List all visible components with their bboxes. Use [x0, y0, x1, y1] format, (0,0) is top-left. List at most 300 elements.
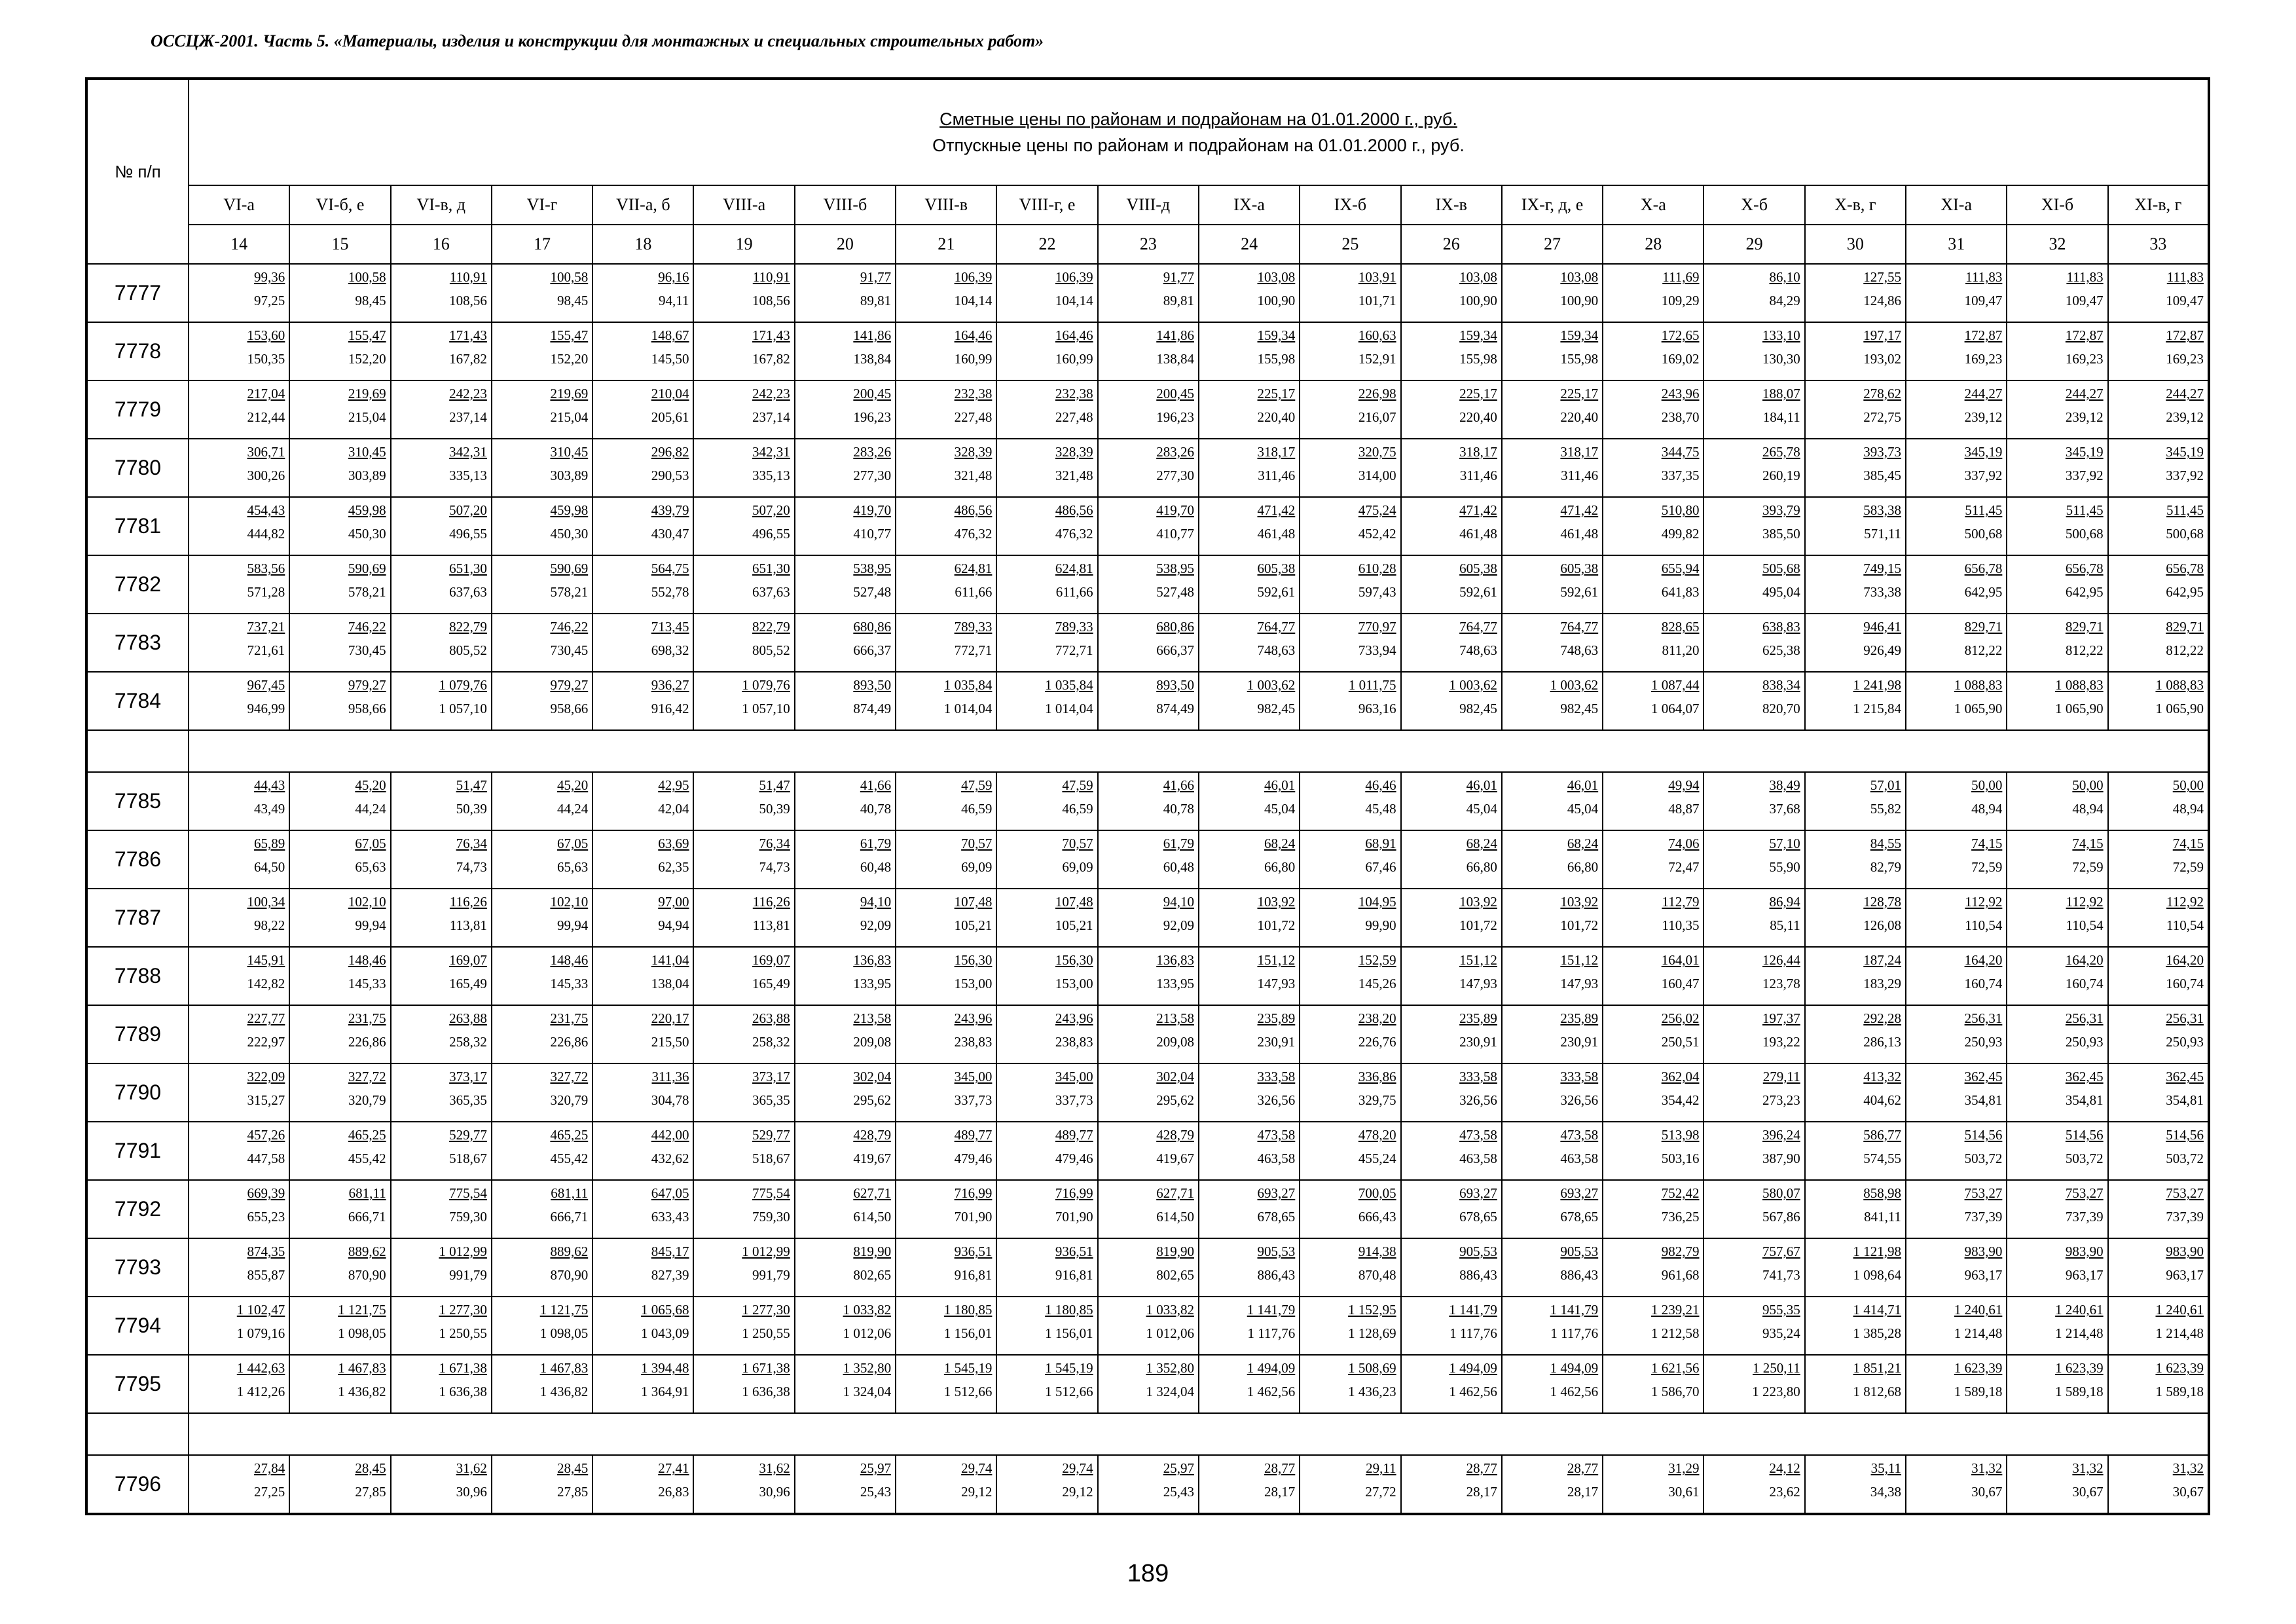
release-price: 1 012,06 [1146, 1325, 1194, 1341]
release-price: 461,48 [1560, 526, 1599, 542]
estimated-price: 320,75 [1358, 444, 1396, 460]
estimated-price: 47,59 [961, 777, 993, 793]
estimated-price: 128,78 [1863, 894, 1902, 910]
release-price: 98,45 [556, 293, 589, 308]
table-row [86, 1297, 2209, 1355]
release-price: 946,99 [247, 701, 285, 716]
price-cell [1704, 1180, 1804, 1238]
price-cell [1805, 439, 1906, 497]
estimated-price: 31,32 [1971, 1460, 2003, 1476]
release-price: 222,97 [247, 1034, 285, 1050]
price-cell [2007, 497, 2107, 555]
release-price: 286,13 [1863, 1034, 1902, 1050]
estimated-price: 302,04 [1156, 1069, 1194, 1084]
release-price: 1 098,64 [1853, 1267, 1902, 1283]
region-header: VIII-а [693, 185, 794, 225]
estimated-price: 29,74 [1062, 1460, 1093, 1476]
price-cell [1300, 830, 1400, 889]
price-cell [1300, 1455, 1400, 1514]
release-price: 85,11 [1770, 917, 1800, 933]
release-price: 337,73 [1055, 1092, 1093, 1108]
estimated-price: 27,41 [658, 1460, 689, 1476]
price-cell [1805, 1455, 1906, 1514]
estimated-price: 471,42 [1560, 502, 1599, 518]
release-price: 812,22 [1964, 642, 2003, 658]
release-price: 1 057,10 [439, 701, 487, 716]
estimated-price: 511,45 [2066, 502, 2104, 518]
estimated-price: 1 088,83 [2055, 677, 2104, 693]
release-price: 886,43 [1560, 1267, 1599, 1283]
table-row [86, 1455, 2209, 1514]
price-cell [1300, 264, 1400, 322]
estimated-price: 1 035,84 [1045, 677, 1093, 693]
estimated-price: 345,19 [2065, 444, 2104, 460]
price-cell [1805, 889, 1906, 947]
release-price: 578,21 [550, 584, 589, 600]
price-cell [1906, 1063, 2007, 1122]
price-cell [1098, 555, 1199, 614]
estimated-price: 171,43 [449, 327, 487, 343]
estimated-price: 263,88 [752, 1010, 790, 1026]
release-price: 701,90 [954, 1209, 993, 1225]
price-cell [289, 947, 390, 1005]
release-price: 450,30 [550, 526, 589, 542]
release-price: 45,48 [1365, 801, 1396, 817]
release-price: 571,11 [1864, 526, 1902, 542]
price-cell [391, 772, 492, 830]
estimated-price: 333,58 [1560, 1069, 1599, 1084]
price-cell [1300, 1063, 1400, 1122]
table-body [86, 264, 2209, 1514]
price-cell [1906, 1122, 2007, 1180]
price-cell [592, 322, 693, 380]
estimated-price: 362,45 [1964, 1069, 2003, 1084]
release-price: 30,61 [1668, 1484, 1700, 1500]
column-number: 19 [693, 225, 794, 264]
price-cell [1906, 555, 2007, 614]
estimated-price: 25,97 [1163, 1460, 1194, 1476]
price-cell [1199, 1297, 1300, 1355]
release-price: 354,42 [1661, 1092, 1700, 1108]
estimated-price: 889,62 [348, 1244, 386, 1259]
release-price: 870,90 [550, 1267, 589, 1283]
price-cell [1502, 1122, 1603, 1180]
price-cell [1300, 322, 1400, 380]
estimated-price: 507,20 [752, 502, 790, 518]
estimated-price: 243,96 [1055, 1010, 1093, 1026]
row-id: 7792 [86, 1180, 189, 1238]
price-cell [1805, 1238, 1906, 1297]
price-cell [189, 1238, 289, 1297]
release-price: 45,04 [1264, 801, 1296, 817]
release-price: 335,13 [752, 468, 790, 483]
price-cell [1401, 1355, 1502, 1413]
release-price: 926,49 [1863, 642, 1902, 658]
estimated-price: 1 671,38 [439, 1360, 487, 1376]
price-cell [795, 614, 896, 672]
price-cell [1603, 672, 1704, 730]
price-cell [1199, 1238, 1300, 1297]
price-cell [492, 772, 592, 830]
estimated-price: 219,69 [550, 386, 589, 401]
release-price: 184,11 [1762, 409, 1800, 425]
document-header: ОССЦЖ-2001. Часть 5. «Материалы, изделия и конструкции для монтажных и специальных строительных работ» [151, 31, 1044, 50]
row-id: 7778 [86, 322, 189, 380]
price-cell [693, 380, 794, 439]
row-id: 7789 [86, 1005, 189, 1063]
page-number: 189 [1127, 1560, 1169, 1587]
row-id: 7791 [86, 1122, 189, 1180]
release-price: 226,86 [550, 1034, 589, 1050]
estimated-price: 41,66 [860, 777, 892, 793]
estimated-price: 336,86 [1358, 1069, 1396, 1084]
estimated-price: 580,07 [1762, 1185, 1800, 1201]
price-cell [1502, 380, 1603, 439]
price-cell [1098, 380, 1199, 439]
release-price: 92,09 [1163, 917, 1194, 933]
price-cell [2007, 1297, 2107, 1355]
price-cell [996, 555, 1097, 614]
price-cell [1603, 1238, 1704, 1297]
release-price: 479,46 [1055, 1151, 1093, 1166]
release-price: 432,62 [651, 1151, 689, 1166]
estimated-price: 169,07 [449, 952, 487, 968]
release-price: 500,68 [2065, 526, 2104, 542]
estimated-price: 160,63 [1358, 327, 1396, 343]
column-number: 25 [1300, 225, 1400, 264]
release-price: 958,66 [550, 701, 589, 716]
region-header: X-б [1704, 185, 1804, 225]
price-cell [996, 889, 1097, 947]
separator-cell [189, 1413, 2209, 1455]
price-cell [1906, 497, 2007, 555]
estimated-price: 232,38 [1055, 386, 1093, 401]
table-row [86, 889, 2209, 947]
release-price: 104,14 [1055, 293, 1093, 308]
price-cell [492, 889, 592, 947]
column-number-row [86, 225, 2209, 264]
release-price: 126,08 [1863, 917, 1902, 933]
table-row [86, 672, 2209, 730]
estimated-price: 737,21 [247, 619, 285, 635]
estimated-price: 656,78 [2166, 561, 2204, 576]
estimated-price: 318,17 [1459, 444, 1497, 460]
release-price: 666,37 [1156, 642, 1194, 658]
price-cell [1098, 264, 1199, 322]
region-header: VIII-г, е [996, 185, 1097, 225]
price-cell [1906, 1005, 2007, 1063]
estimated-price: 396,24 [1762, 1127, 1800, 1143]
price-cell [189, 264, 289, 322]
estimated-price: 103,08 [1560, 269, 1599, 285]
estimated-price: 96,16 [658, 269, 689, 285]
price-cell [2108, 1355, 2209, 1413]
estimated-price: 1 623,39 [1954, 1360, 2003, 1376]
release-price: 99,94 [355, 917, 386, 933]
estimated-price: 112,92 [2166, 894, 2204, 910]
release-price: 193,22 [1762, 1034, 1800, 1050]
price-cell [2007, 380, 2107, 439]
estimated-price: 279,11 [1762, 1069, 1800, 1084]
release-price: 109,47 [2065, 293, 2104, 308]
price-cell [693, 1455, 794, 1514]
estimated-price: 439,79 [651, 502, 689, 518]
release-price: 82,79 [1870, 859, 1902, 875]
price-cell [1502, 264, 1603, 322]
release-price: 215,50 [651, 1034, 689, 1050]
release-price: 220,40 [1560, 409, 1599, 425]
price-cell [2108, 1122, 2209, 1180]
estimated-price: 318,17 [1560, 444, 1599, 460]
price-cell [795, 772, 896, 830]
release-price: 250,93 [2166, 1034, 2204, 1050]
price-cell [896, 439, 996, 497]
price-cell [391, 889, 492, 947]
estimated-price: 106,39 [1055, 269, 1093, 285]
estimated-price: 1 394,48 [640, 1360, 689, 1376]
estimated-price: 753,27 [2065, 1185, 2104, 1201]
estimated-price: 28,77 [1466, 1460, 1497, 1476]
release-price: 963,17 [2166, 1267, 2204, 1283]
release-price: 48,94 [2172, 801, 2204, 817]
price-cell [1199, 555, 1300, 614]
release-price: 133,95 [1156, 976, 1194, 991]
column-number: 31 [1906, 225, 2007, 264]
estimated-price: 373,17 [752, 1069, 790, 1084]
estimated-price: 29,11 [1366, 1460, 1396, 1476]
price-cell [1300, 439, 1400, 497]
release-price: 27,85 [355, 1484, 386, 1500]
estimated-price: 507,20 [449, 502, 487, 518]
release-price: 1 064,07 [1650, 701, 1700, 716]
estimated-price: 457,26 [247, 1127, 285, 1143]
row-id: 7785 [86, 772, 189, 830]
release-price: 138,84 [1156, 351, 1194, 367]
price-cell [391, 1355, 492, 1413]
price-cell [1704, 1238, 1804, 1297]
estimated-price: 471,42 [1459, 502, 1497, 518]
price-cell [1906, 672, 2007, 730]
release-price: 100,90 [1560, 293, 1599, 308]
release-price: 737,39 [2065, 1209, 2104, 1225]
release-price: 737,39 [1964, 1209, 2003, 1225]
price-cell [189, 1005, 289, 1063]
release-price: 101,72 [1560, 917, 1599, 933]
release-price: 874,49 [1156, 701, 1194, 716]
estimated-price: 91,77 [1163, 269, 1194, 285]
estimated-price: 505,68 [1762, 561, 1800, 576]
price-cell [996, 1063, 1097, 1122]
price-cell [1906, 439, 2007, 497]
estimated-price: 1 545,19 [943, 1360, 993, 1376]
price-cell [1502, 672, 1603, 730]
price-cell [1906, 947, 2007, 1005]
price-cell [1401, 1063, 1502, 1122]
release-price: 99,90 [1365, 917, 1396, 933]
price-cell [693, 439, 794, 497]
estimated-price: 669,39 [247, 1185, 285, 1201]
release-price: 461,48 [1257, 526, 1296, 542]
price-cell [1502, 1297, 1603, 1355]
release-price: 100,90 [1257, 293, 1296, 308]
price-cell [1704, 672, 1804, 730]
estimated-price: 775,54 [752, 1185, 790, 1201]
price-cell [592, 830, 693, 889]
release-price: 447,58 [247, 1151, 285, 1166]
estimated-price: 681,11 [551, 1185, 589, 1201]
price-cell [1300, 947, 1400, 1005]
release-price: 500,68 [2166, 526, 2204, 542]
release-price: 230,91 [1560, 1034, 1599, 1050]
price-cell [1300, 1355, 1400, 1413]
release-price: 145,50 [651, 351, 689, 367]
price-cell [2007, 439, 2107, 497]
release-price: 721,61 [247, 642, 285, 658]
estimated-price: 1 250,11 [1753, 1360, 1800, 1376]
region-header: IX-б [1300, 185, 1400, 225]
release-price: 109,47 [1964, 293, 2003, 308]
estimated-price: 28,77 [1264, 1460, 1296, 1476]
release-price: 30,67 [2072, 1484, 2104, 1500]
price-cell [1805, 614, 1906, 672]
price-cell [996, 1005, 1097, 1063]
release-price: 874,49 [853, 701, 892, 716]
release-price: 666,37 [853, 642, 892, 658]
price-cell [189, 439, 289, 497]
price-cell [1199, 672, 1300, 730]
estimated-price: 103,08 [1459, 269, 1497, 285]
price-cell [1805, 264, 1906, 322]
estimated-price: 68,24 [1264, 836, 1296, 851]
release-price: 1 215,84 [1853, 701, 1902, 716]
estimated-price: 510,80 [1661, 502, 1700, 518]
estimated-price: 979,27 [550, 677, 589, 693]
estimated-price: 244,27 [1964, 386, 2003, 401]
release-price: 209,08 [853, 1034, 892, 1050]
release-price: 46,59 [961, 801, 993, 817]
release-price: 169,23 [2166, 351, 2204, 367]
price-cell [996, 947, 1097, 1005]
column-number: 16 [391, 225, 492, 264]
estimated-price: 936,27 [651, 677, 689, 693]
release-price: 28,17 [1466, 1484, 1497, 1500]
region-header: IX-а [1199, 185, 1300, 225]
release-price: 27,85 [556, 1484, 589, 1500]
estimated-price: 172,87 [1964, 327, 2003, 343]
price-cell [592, 672, 693, 730]
release-price: 419,67 [1156, 1151, 1194, 1166]
estimated-price: 68,91 [1365, 836, 1396, 851]
release-price: 666,71 [348, 1209, 386, 1225]
release-price: 258,32 [449, 1034, 487, 1050]
release-price: 295,62 [1156, 1092, 1194, 1108]
estimated-price: 50,00 [1971, 777, 2003, 793]
price-cell [693, 772, 794, 830]
price-table [85, 77, 2210, 1515]
price-cell [795, 947, 896, 1005]
release-price: 160,74 [2166, 976, 2204, 991]
release-price: 108,56 [449, 293, 487, 308]
estimated-price: 70,57 [961, 836, 993, 851]
estimated-price: 983,90 [2166, 1244, 2204, 1259]
estimated-price: 789,33 [1055, 619, 1093, 635]
release-price: 1 156,01 [943, 1325, 993, 1341]
estimated-price: 1 277,30 [439, 1302, 487, 1318]
estimated-price: 238,20 [1358, 1010, 1396, 1026]
price-cell [1906, 772, 2007, 830]
price-cell [795, 439, 896, 497]
price-cell [1603, 1355, 1704, 1413]
release-price: 385,50 [1762, 526, 1800, 542]
release-price: 28,17 [1264, 1484, 1296, 1500]
release-price: 385,45 [1863, 468, 1902, 483]
estimated-price: 757,67 [1762, 1244, 1800, 1259]
price-cell [2007, 555, 2107, 614]
price-cell [592, 614, 693, 672]
release-price: 1 223,80 [1752, 1384, 1800, 1399]
price-cell [896, 1122, 996, 1180]
price-cell [1098, 497, 1199, 555]
estimated-price: 328,39 [954, 444, 993, 460]
column-number: 20 [795, 225, 896, 264]
release-price: 748,63 [1257, 642, 1296, 658]
release-price: 1 214,48 [2055, 1325, 2104, 1341]
release-price: 94,11 [659, 293, 689, 308]
price-cell [1098, 830, 1199, 889]
release-price: 1 412,26 [236, 1384, 285, 1399]
price-cell [492, 830, 592, 889]
estimated-price: 94,10 [860, 894, 892, 910]
estimated-price: 318,17 [1257, 444, 1296, 460]
estimated-price: 153,60 [247, 327, 285, 343]
price-cell [896, 830, 996, 889]
price-cell [592, 439, 693, 497]
release-price: 239,12 [2065, 409, 2104, 425]
release-price: 642,95 [1964, 584, 2003, 600]
estimated-price: 51,47 [759, 777, 790, 793]
estimated-price: 25,97 [860, 1460, 892, 1476]
price-cell [996, 614, 1097, 672]
estimated-price: 111,83 [1965, 269, 2003, 285]
release-price: 326,56 [1560, 1092, 1599, 1108]
release-price: 66,80 [1567, 859, 1599, 875]
estimated-price: 65,89 [254, 836, 285, 851]
price-cell [1805, 380, 1906, 439]
release-price: 1 214,48 [1954, 1325, 2003, 1341]
price-cell [391, 672, 492, 730]
estimated-price: 102,10 [348, 894, 386, 910]
estimated-price: 489,77 [954, 1127, 993, 1143]
row-id: 7779 [86, 380, 189, 439]
price-cell [795, 830, 896, 889]
price-cell [1401, 264, 1502, 322]
release-price: 165,49 [449, 976, 487, 991]
price-cell [1401, 1455, 1502, 1514]
price-cell [896, 672, 996, 730]
price-cell [1502, 614, 1603, 672]
estimated-price: 1 141,79 [1247, 1302, 1296, 1318]
release-price: 27,72 [1365, 1484, 1396, 1500]
release-price: 1 436,23 [1348, 1384, 1396, 1399]
region-header: XI-в, г [2108, 185, 2209, 225]
release-price: 1 156,01 [1045, 1325, 1093, 1341]
price-cell [1300, 889, 1400, 947]
release-price: 637,63 [449, 584, 487, 600]
release-price: 479,46 [954, 1151, 993, 1166]
estimated-price: 100,34 [247, 894, 285, 910]
estimated-price: 225,17 [1257, 386, 1296, 401]
estimated-price: 57,10 [1769, 836, 1800, 851]
